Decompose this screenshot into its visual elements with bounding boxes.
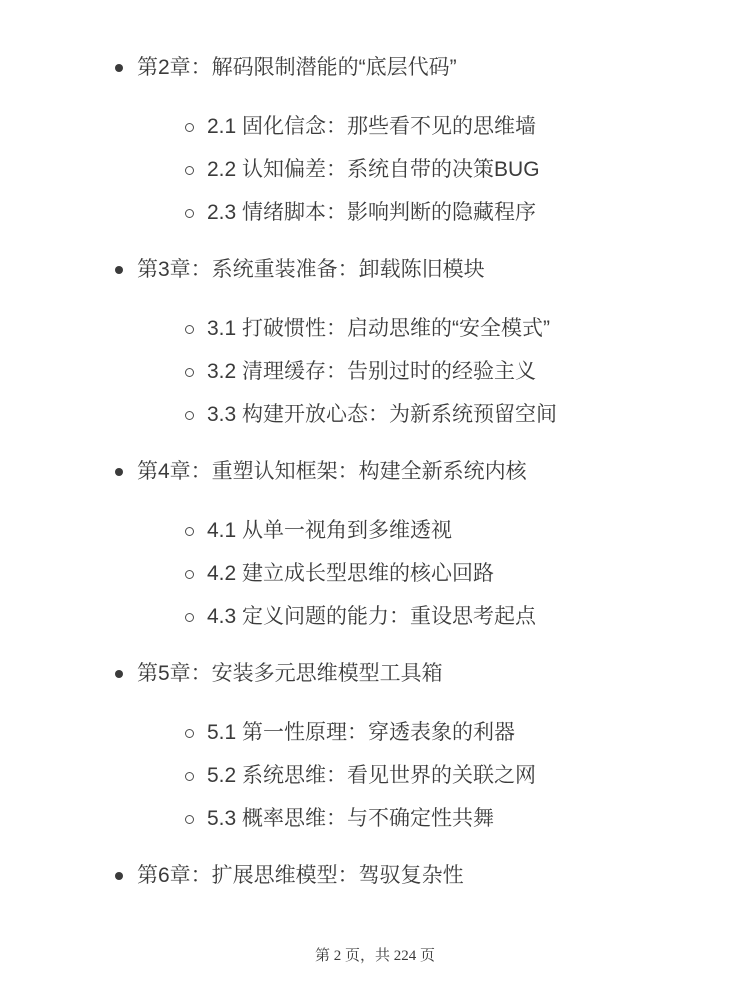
section-bullet-icon [185,613,194,622]
toc-section-list [185,516,720,631]
page-number-indicator: 第 2 页，共 224 页 [314,948,435,964]
chapter-bullet-icon [115,64,123,72]
toc-section-item [185,155,720,184]
section-title: 4.3 定义问题的能力：重设思考起点 [207,605,537,628]
toc-section-list [185,314,720,429]
toc-section-item [185,314,720,343]
toc-section-item [185,804,720,833]
toc-section-item [185,400,720,429]
chapter-bullet-icon [115,872,123,880]
chapter-bullet-icon [115,266,123,274]
toc-section-item [185,602,720,631]
toc-chapter-item [115,659,720,833]
section-bullet-icon [185,368,194,377]
section-bullet-icon [185,729,194,738]
toc-chapter-item [115,861,720,890]
section-title: 2.2 认知偏差：系统自带的决策BUG [207,158,540,181]
section-title: 5.1 第一性原理：穿透表象的利器 [207,721,516,744]
section-title: 2.3 情绪脚本：影响判断的隐藏程序 [207,201,537,224]
toc-chapter-item [115,255,720,429]
toc-chapter-item [115,53,720,227]
chapter-title: 第6章：扩展思维模型：驾驭复杂性 [137,864,464,887]
section-bullet-icon [185,123,194,132]
toc-section-item [185,198,720,227]
section-bullet-icon [185,411,194,420]
toc-section-item [185,559,720,588]
section-bullet-icon [185,166,194,175]
section-title: 4.2 建立成长型思维的核心回路 [207,562,495,585]
chapter-title: 第3章：系统重装准备：卸载陈旧模块 [137,258,485,281]
toc-chapter-item [115,457,720,631]
chapter-title: 第2章：解码限制潜能的“底层代码” [137,56,457,79]
section-bullet-icon [185,325,194,334]
toc-section-item [185,357,720,386]
section-bullet-icon [185,209,194,218]
section-title: 4.1 从单一视角到多维透视 [207,519,453,542]
toc-section-item [185,761,720,790]
toc-list [115,53,720,890]
section-title: 5.3 概率思维：与不确定性共舞 [207,807,495,830]
section-title: 3.1 打破惯性：启动思维的“安全模式” [207,317,551,340]
section-bullet-icon [185,815,194,824]
section-bullet-icon [185,570,194,579]
section-bullet-icon [185,772,194,781]
toc-section-item [185,516,720,545]
toc-section-list [185,112,720,227]
toc-section-list [185,718,720,833]
chapter-title: 第4章：重塑认知框架：构建全新系统内核 [137,460,527,483]
section-title: 2.1 固化信念：那些看不见的思维墙 [207,115,537,138]
chapter-bullet-icon [115,468,123,476]
section-title: 5.2 系统思维：看见世界的关联之网 [207,764,537,787]
chapter-title: 第5章：安装多元思维模型工具箱 [137,662,443,685]
chapter-bullet-icon [115,670,123,678]
section-title: 3.3 构建开放心态：为新系统预留空间 [207,403,558,426]
toc-section-item [185,112,720,141]
section-title: 3.2 清理缓存：告别过时的经验主义 [207,360,537,383]
section-bullet-icon [185,527,194,536]
toc-section-item [185,718,720,747]
